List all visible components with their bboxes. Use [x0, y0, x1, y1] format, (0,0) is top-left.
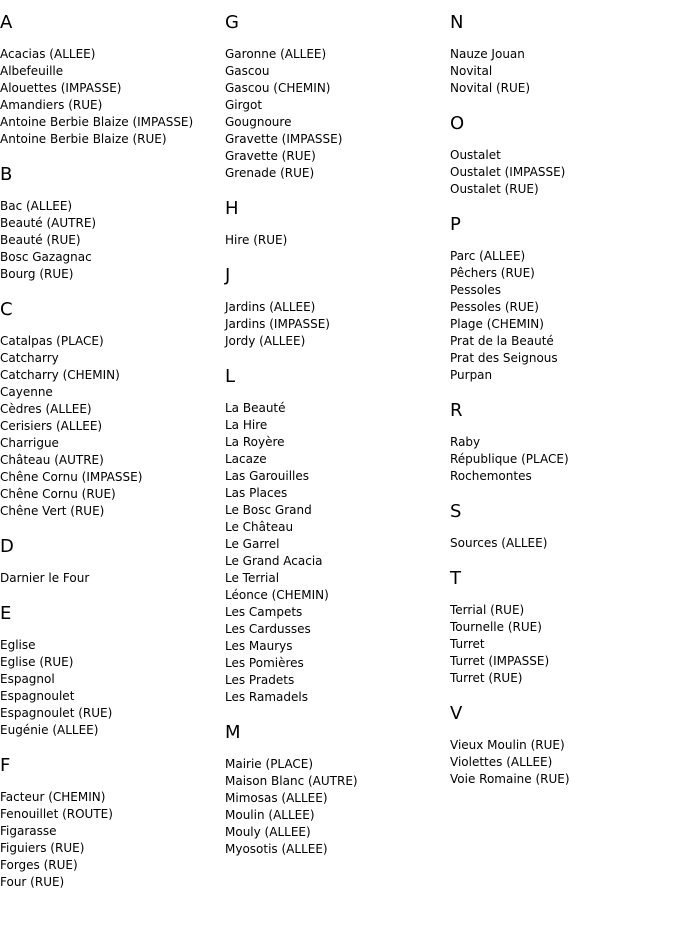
- street-entry: Mouly (ALLEE): [225, 825, 311, 839]
- street-list: [225, 232, 450, 249]
- street-list: [450, 147, 675, 198]
- letter-section: [0, 536, 225, 587]
- street-entry: Oustalet (IMPASSE): [450, 165, 566, 179]
- street-entry: Charrigue: [0, 436, 59, 450]
- street-entry: Terrial (RUE): [450, 603, 525, 617]
- street-list: [0, 333, 225, 520]
- street-entry: Le Terrial: [225, 571, 280, 585]
- street-entry: Parc (ALLEE): [450, 249, 526, 263]
- street-entry: Bourg (RUE): [0, 267, 74, 281]
- street-entry: Lacaze: [225, 452, 267, 466]
- street-entry: Espagnoulet (RUE): [0, 706, 113, 720]
- street-entry: Darnier le Four: [0, 571, 90, 585]
- letter-heading: N: [450, 12, 464, 33]
- street-entry: Gravette (IMPASSE): [225, 132, 343, 146]
- street-entry: Les Pradets: [225, 673, 295, 687]
- letter-section: [450, 568, 675, 687]
- street-entry: Amandiers (RUE): [0, 98, 103, 112]
- street-list: [0, 637, 225, 739]
- street-entry: Catalpas (PLACE): [0, 334, 104, 348]
- street-list: [0, 198, 225, 283]
- letter-heading: O: [450, 113, 465, 134]
- street-entry: Le Bosc Grand: [225, 503, 312, 517]
- street-entry: Plage (CHEMIN): [450, 317, 544, 331]
- street-entry: Château (AUTRE): [0, 453, 104, 467]
- street-entry: La Beauté: [225, 401, 286, 415]
- street-entry: Antoine Berbie Blaize (RUE): [0, 132, 167, 146]
- letter-heading: S: [450, 501, 462, 522]
- street-entry: Bac (ALLEE): [0, 199, 73, 213]
- street-entry: Tournelle (RUE): [450, 620, 542, 634]
- street-index-column-1: [0, 12, 225, 907]
- street-entry: Vieux Moulin (RUE): [450, 738, 565, 752]
- letter-heading: E: [0, 603, 12, 624]
- street-entry: Turret (RUE): [450, 671, 523, 685]
- street-entry: Prat de la Beauté: [450, 334, 554, 348]
- street-entry: Grenade (RUE): [225, 166, 315, 180]
- street-entry: Moulin (ALLEE): [225, 808, 315, 822]
- street-entry: Antoine Berbie Blaize (IMPASSE): [0, 115, 194, 129]
- street-entry: Les Pomières: [225, 656, 304, 670]
- street-entry: Purpan: [450, 368, 493, 382]
- street-entry: Prat des Seignous: [450, 351, 558, 365]
- letter-section: [225, 366, 450, 706]
- street-entry: Catcharry: [0, 351, 59, 365]
- street-entry: Garonne (ALLEE): [225, 47, 327, 61]
- street-entry: Pessoles: [450, 283, 502, 297]
- street-entry: Espagnoulet: [0, 689, 75, 703]
- letter-heading: C: [0, 299, 13, 320]
- street-entry: Girgot: [225, 98, 263, 112]
- street-entry: Les Ramadels: [225, 690, 308, 704]
- street-list: [225, 46, 450, 182]
- street-entry: Facteur (CHEMIN): [0, 790, 106, 804]
- letter-section: [0, 299, 225, 520]
- street-list: [450, 434, 675, 485]
- street-list: [0, 789, 225, 891]
- street-entry: Eglise: [0, 638, 36, 652]
- street-entry: Fenouillet (ROUTE): [0, 807, 113, 821]
- street-entry: Léonce (CHEMIN): [225, 588, 329, 602]
- street-entry: Catcharry (CHEMIN): [0, 368, 120, 382]
- street-entry: Pessoles (RUE): [450, 300, 539, 314]
- street-entry: Albefeuille: [0, 64, 64, 78]
- street-entry: Gascou (CHEMIN): [225, 81, 331, 95]
- letter-heading: H: [225, 198, 239, 219]
- street-entry: Gascou: [225, 64, 270, 78]
- letter-section: [0, 12, 225, 148]
- letter-heading: D: [0, 536, 14, 557]
- letter-section: [0, 755, 225, 891]
- street-entry: Las Places: [225, 486, 288, 500]
- street-list: [0, 46, 225, 148]
- street-entry: Eglise (RUE): [0, 655, 74, 669]
- street-entry: Oustalet (RUE): [450, 182, 539, 196]
- letter-section: [450, 703, 675, 788]
- street-list: [225, 299, 450, 350]
- letter-section: [450, 400, 675, 485]
- street-entry: Voie Romaine (RUE): [450, 772, 570, 786]
- street-entry: Le Grand Acacia: [225, 554, 323, 568]
- street-entry: Alouettes (IMPASSE): [0, 81, 122, 95]
- street-entry: Myosotis (ALLEE): [225, 842, 328, 856]
- street-list: [450, 248, 675, 384]
- street-entry: Mairie (PLACE): [225, 757, 314, 771]
- street-entry: La Hire: [225, 418, 268, 432]
- street-index-column-3: [450, 12, 675, 804]
- letter-section: [225, 265, 450, 350]
- street-entry: Eugénie (ALLEE): [0, 723, 99, 737]
- letter-section: [450, 12, 675, 97]
- street-entry: Forges (RUE): [0, 858, 78, 872]
- letter-section: [0, 164, 225, 283]
- street-entry: Turret: [450, 637, 485, 651]
- street-entry: Nauze Jouan: [450, 47, 525, 61]
- letter-section: [225, 722, 450, 858]
- letter-section: [450, 113, 675, 198]
- street-entry: Sources (ALLEE): [450, 536, 548, 550]
- street-entry: Bosc Gazagnac: [0, 250, 92, 264]
- letter-heading: P: [450, 214, 461, 235]
- street-entry: Les Cardusses: [225, 622, 311, 636]
- street-entry: République (PLACE): [450, 452, 569, 466]
- letter-heading: F: [0, 755, 11, 776]
- letter-heading: G: [225, 12, 239, 33]
- street-list: [225, 756, 450, 858]
- street-entry: Jardins (ALLEE): [225, 300, 316, 314]
- street-entry: Turret (IMPASSE): [450, 654, 550, 668]
- letter-heading: T: [450, 568, 461, 589]
- street-entry: Chêne Cornu (RUE): [0, 487, 116, 501]
- street-entry: Novital: [450, 64, 493, 78]
- street-entry: Acacias (ALLEE): [0, 47, 96, 61]
- street-list: [225, 400, 450, 706]
- letter-heading: J: [225, 265, 231, 286]
- street-entry: Espagnol: [0, 672, 55, 686]
- letter-section: [0, 603, 225, 739]
- street-entry: Rochemontes: [450, 469, 532, 483]
- street-entry: Raby: [450, 435, 481, 449]
- street-entry: Hire (RUE): [225, 233, 288, 247]
- letter-section: [225, 12, 450, 182]
- street-entry: Le Château: [225, 520, 294, 534]
- street-list: [450, 535, 675, 552]
- street-entry: La Royère: [225, 435, 285, 449]
- street-entry: Maison Blanc (AUTRE): [225, 774, 358, 788]
- street-entry: Las Garouilles: [225, 469, 310, 483]
- street-entry: Figarasse: [0, 824, 57, 838]
- street-entry: Four (RUE): [0, 875, 65, 889]
- street-entry: Chêne Cornu (IMPASSE): [0, 470, 143, 484]
- letter-heading: R: [450, 400, 463, 421]
- letter-heading: M: [225, 722, 241, 743]
- letter-heading: L: [225, 366, 236, 387]
- street-entry: Cèdres (ALLEE): [0, 402, 92, 416]
- street-entry: Les Campets: [225, 605, 303, 619]
- street-entry: Oustalet: [450, 148, 501, 162]
- street-entry: Jardins (IMPASSE): [225, 317, 330, 331]
- street-entry: Beauté (AUTRE): [0, 216, 97, 230]
- letter-section: [225, 198, 450, 249]
- street-entry: Pêchers (RUE): [450, 266, 535, 280]
- street-list: [0, 570, 225, 587]
- letter-section: [450, 214, 675, 384]
- street-entry: Mimosas (ALLEE): [225, 791, 328, 805]
- street-index-column-2: [225, 12, 450, 874]
- street-entry: Cayenne: [0, 385, 53, 399]
- street-entry: Gravette (RUE): [225, 149, 316, 163]
- letter-heading: V: [450, 703, 463, 724]
- street-entry: Novital (RUE): [450, 81, 531, 95]
- letter-heading: A: [0, 12, 13, 33]
- street-entry: Le Garrel: [225, 537, 280, 551]
- street-list: [450, 46, 675, 97]
- street-entry: Cerisiers (ALLEE): [0, 419, 103, 433]
- street-list: [450, 737, 675, 788]
- street-entry: Les Maurys: [225, 639, 293, 653]
- street-entry: Jordy (ALLEE): [225, 334, 306, 348]
- street-entry: Violettes (ALLEE): [450, 755, 553, 769]
- street-list: [450, 602, 675, 687]
- street-entry: Beauté (RUE): [0, 233, 81, 247]
- letter-section: [450, 501, 675, 552]
- street-entry: Gougnoure: [225, 115, 292, 129]
- street-entry: Chêne Vert (RUE): [0, 504, 105, 518]
- street-entry: Figuiers (RUE): [0, 841, 85, 855]
- letter-heading: B: [0, 164, 13, 185]
